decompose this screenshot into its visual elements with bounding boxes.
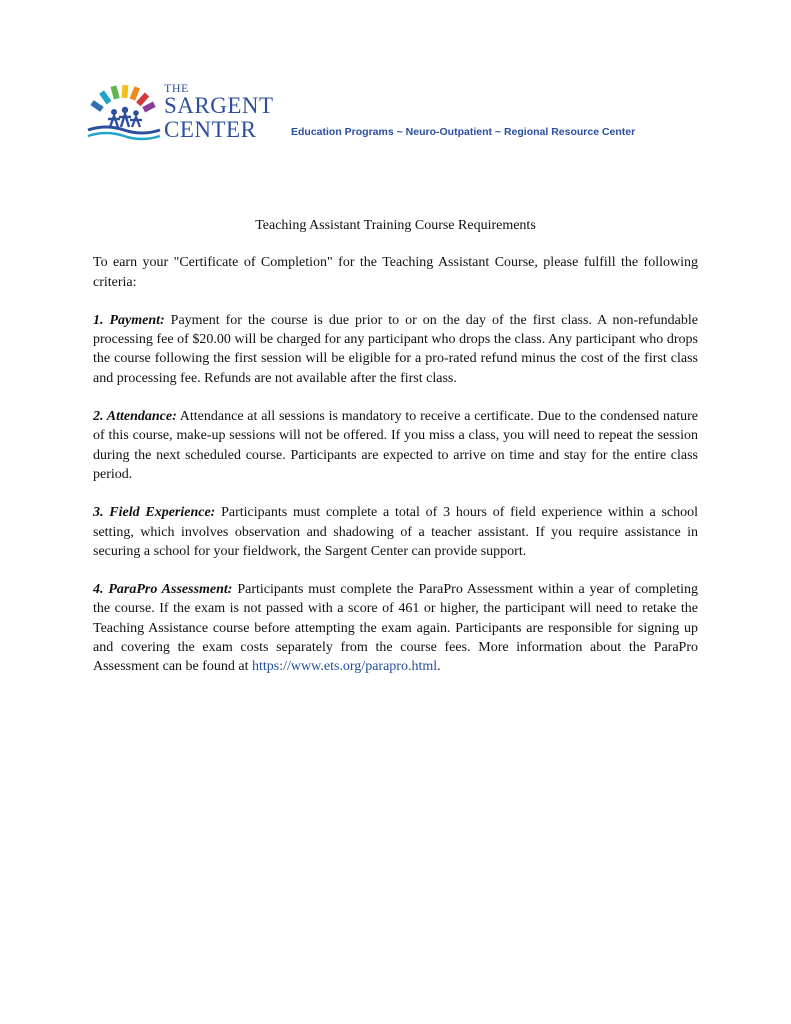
link-period: .	[437, 659, 441, 675]
requirement-attendance	[93, 407, 698, 484]
requirement-text: Payment for the course is due prior to or on the day of the first class. A non-refundable processing fee of $20.00 will be charged for any participant who drops the class. Any participant who drops the course following the first session will be eligible for a pro-rated refund minus the cost of the first class and processing fee. Refunds are not available after the first class.	[93, 312, 698, 386]
sargent-center-logo-icon	[84, 82, 162, 144]
requirement-field-experience	[93, 503, 698, 561]
requirement-text: Attendance at all sessions is mandatory to receive a certificate. Due to the condensed nature of this course, make-up sessions will not be offered. If you miss a class, you will need to repeat the session during the next scheduled course. Participants are expected to arrive on time and stay for the entire class period.	[93, 409, 698, 482]
logo-the: THE	[164, 81, 189, 95]
requirement-label: 1. Payment:	[93, 312, 165, 328]
logo-center: CENTER	[164, 117, 257, 142]
document-body	[93, 216, 698, 696]
document-title: Teaching Assistant Training Course Requirements	[255, 218, 536, 233]
logo-sargent: SARGENT	[164, 93, 274, 118]
intro-paragraph: To earn your "Certificate of Completion" for the Teaching Assistant Course, please fulfill the following criteria:	[93, 255, 698, 290]
parapro-link[interactable]: https://www.ets.org/parapro.html	[252, 659, 438, 675]
requirement-text: Participants must complete the ParaPro Assessment within a year of completing the course. If the exam is not passed with a score of 461 or higher, the participant will need to retake the Teaching Assistance course before attempting the exam again. Participants are responsible for signing up and covering the exam costs separately from the course fees. More information about the ParaPro Assessment can be found at	[93, 582, 698, 675]
requirement-label: 3. Field Experience:	[93, 505, 216, 521]
requirement-label: 2. Attendance:	[93, 409, 177, 425]
header-tagline: Education Programs ~ Neuro-Outpatient ~ Regional Resource Center	[291, 126, 636, 138]
requirement-label: 4. ParaPro Assessment:	[93, 582, 233, 598]
requirement-payment	[93, 311, 698, 388]
sargent-center-logo	[84, 82, 284, 146]
requirement-parapro	[93, 580, 698, 676]
requirement-text: Participants must complete a total of 3 hours of field experience within a school setting, which involves observation and shadowing of a teacher assistant. If you require assistance in securing a school for your fieldwork, the Sargent Center can provide support.	[93, 505, 698, 559]
